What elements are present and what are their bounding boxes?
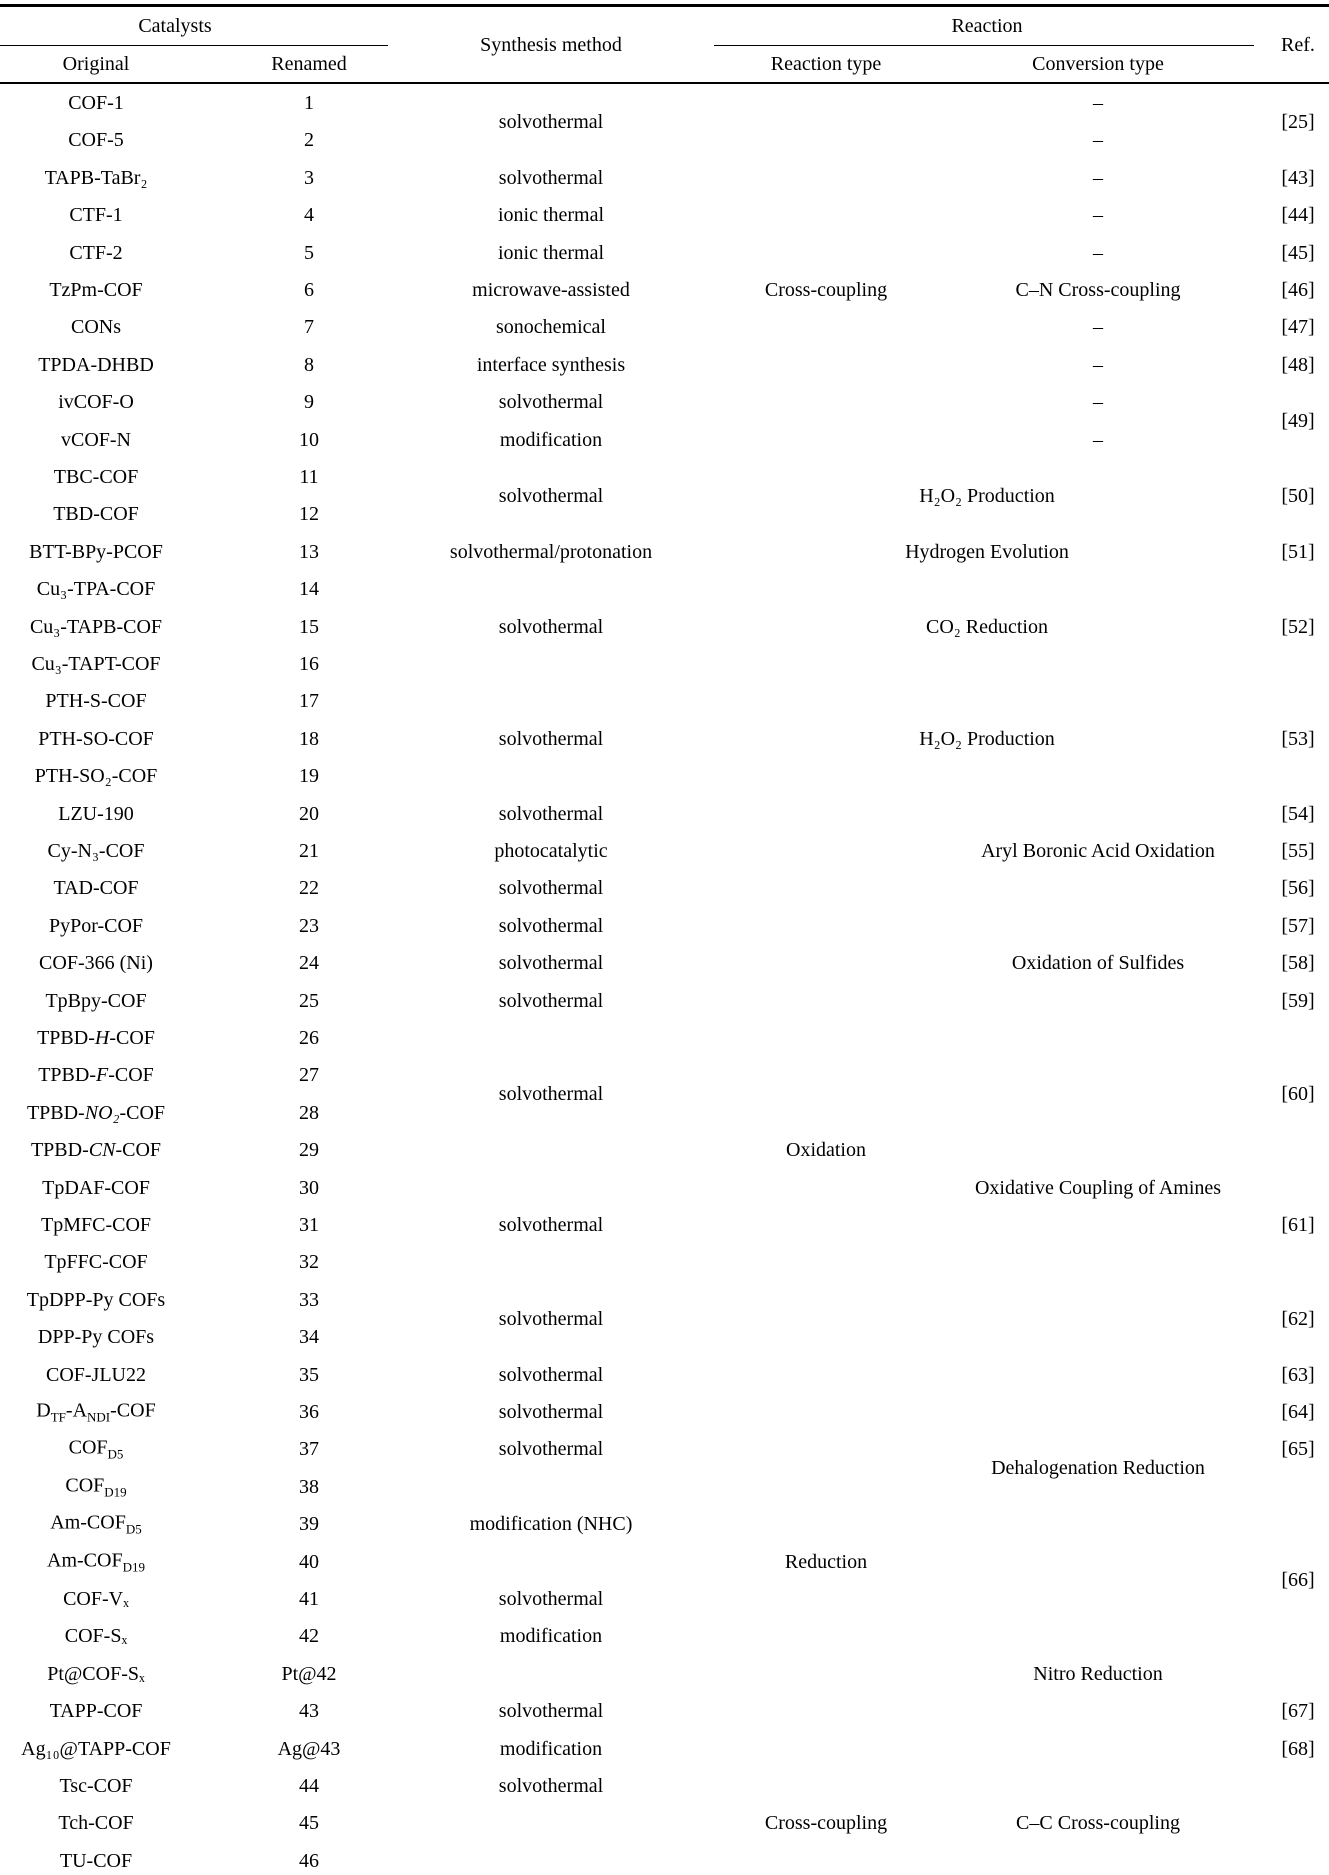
catalyst-renamed: 41 <box>299 1588 319 1610</box>
synthesis-method-cell: modification <box>499 428 603 451</box>
catalyst-renamed: 42 <box>299 1625 319 1648</box>
catalyst-renamed: Pt@42 <box>281 1662 337 1685</box>
conversion-type-cell: Aryl Boronic Acid Oxidation <box>981 840 1215 862</box>
ref-cell: [66] <box>1281 1569 1315 1592</box>
catalyst-original: vCOF-N <box>60 428 132 451</box>
top-rule <box>0 4 1329 7</box>
catalyst-original: TBD-COF <box>53 503 139 526</box>
catalyst-renamed: 40 <box>299 1550 319 1573</box>
catalyst-renamed: 32 <box>299 1251 319 1274</box>
ref-cell: [45] <box>1281 241 1315 264</box>
catalyst-original: TU-COF <box>59 1849 133 1872</box>
catalyst-original: Ag₁₀@TAPP-COF <box>21 1737 171 1760</box>
catalyst-renamed: 3 <box>304 166 314 189</box>
ref-cell: [57] <box>1281 914 1315 937</box>
header-synthesis-method: Synthesis method <box>480 34 622 56</box>
synthesis-method-cell: modification (NHC) <box>469 1513 633 1536</box>
synthesis-method-cell: sonochemical <box>496 316 606 339</box>
catalyst-original: COF-JLU22 <box>45 1363 147 1386</box>
catalyst-renamed: 17 <box>299 690 319 713</box>
catalyst-original: TpMFC-COF <box>40 1214 152 1236</box>
conversion-type-cell: – <box>1093 316 1103 339</box>
catalyst-original: PyPor-COF <box>48 914 144 937</box>
catalyst-renamed: 37 <box>299 1438 319 1461</box>
conversion-type-cell: Oxidation of Sulfides <box>1011 952 1185 975</box>
header-original: Original <box>62 53 130 75</box>
synthesis-method-cell: solvothermal <box>498 1214 604 1236</box>
catalyst-original: PTH-SO₂-COF <box>34 765 158 788</box>
ref-cell: [44] <box>1281 204 1315 227</box>
catalyst-original: TzPm-COF <box>49 279 143 301</box>
conversion-type-cell: Dehalogenation Reduction <box>991 1457 1205 1480</box>
catalyst-original: TPBD-NO₂-COF <box>26 1101 166 1124</box>
catalyst-renamed: 8 <box>304 353 314 376</box>
catalyst-renamed: 5 <box>304 241 314 264</box>
synthesis-method-cell: solvothermal <box>498 1588 604 1610</box>
conversion-type-cell: – <box>1093 166 1103 189</box>
reaction-cell: H₂O₂ Production <box>919 484 1055 507</box>
ref-cell: [47] <box>1281 316 1315 339</box>
catalyst-renamed: 14 <box>299 578 319 601</box>
catalyst-renamed: 33 <box>299 1288 319 1311</box>
synthesis-method-cell: microwave-assisted <box>472 279 630 301</box>
catalyst-original: ivCOF-O <box>58 391 134 414</box>
synthesis-method-cell: ionic thermal <box>497 204 605 227</box>
synthesis-method-cell: solvothermal <box>498 1083 604 1106</box>
catalyst-renamed: 43 <box>299 1700 319 1723</box>
catalyst-renamed: 6 <box>304 279 314 301</box>
conversion-type-cell: C–C Cross-coupling <box>1016 1812 1180 1835</box>
header-reaction-type: Reaction type <box>770 53 882 75</box>
catalyst-renamed: 20 <box>299 802 319 825</box>
synthesis-method-cell: solvothermal <box>498 914 604 937</box>
synthesis-method-cell: solvothermal <box>498 110 604 133</box>
catalyst-original: TBC-COF <box>53 466 139 488</box>
ref-cell: [60] <box>1281 1083 1315 1106</box>
catalyst-renamed: 18 <box>299 727 319 750</box>
conversion-type-cell: – <box>1093 353 1103 376</box>
reaction-type-cell: Cross-coupling <box>764 279 888 301</box>
catalyst-renamed: 23 <box>299 914 319 937</box>
catalyst-original: COF-Vₓ <box>63 1588 129 1610</box>
catalyst-renamed: 26 <box>299 1027 319 1049</box>
catalyst-original: TPBD-F-COF <box>38 1064 154 1087</box>
catalyst-original: TpBpy-COF <box>45 989 147 1012</box>
ref-cell: [62] <box>1281 1307 1315 1330</box>
catalyst-renamed: 10 <box>299 428 319 451</box>
conversion-type-cell: C–N Cross-coupling <box>1015 279 1181 301</box>
conversion-type-cell: – <box>1093 92 1103 114</box>
catalyst-renamed: 39 <box>299 1513 319 1536</box>
catalyst-renamed: 7 <box>304 316 314 339</box>
ref-cell: [50] <box>1281 484 1315 507</box>
catalyst-renamed: 36 <box>299 1401 319 1423</box>
catalyst-renamed: 46 <box>299 1849 319 1872</box>
header-bottom-rule <box>0 82 1329 84</box>
catalyst-original: TAPP-COF <box>49 1700 143 1723</box>
catalyst-original: PTH-SO-COF <box>38 727 154 750</box>
catalyst-renamed: 11 <box>299 466 319 488</box>
catalyst-original: Cu₃-TAPB-COF <box>29 615 163 638</box>
catalyst-original: CTF-2 <box>69 241 123 264</box>
reaction-type-cell: Oxidation <box>786 1139 866 1162</box>
reaction-type-cell: Reduction <box>784 1550 868 1573</box>
catalyst-renamed: 29 <box>299 1139 319 1162</box>
catalyst-renamed: 12 <box>299 503 319 526</box>
synthesis-method-cell: solvothermal <box>498 166 604 189</box>
catalyst-original: CTF-1 <box>69 204 123 227</box>
synthesis-method-cell: solvothermal <box>498 615 604 638</box>
catalyst-original: TPBD-CN-COF <box>30 1139 162 1162</box>
synthesis-method-cell: modification <box>499 1737 603 1760</box>
catalyst-original: DPP-Py COFs <box>37 1326 155 1349</box>
catalyst-renamed: 16 <box>299 653 319 675</box>
catalyst-original: COF-1 <box>68 92 124 114</box>
catalyst-renamed: 9 <box>304 391 314 414</box>
catalyst-original: TpFFC-COF <box>44 1251 148 1274</box>
ref-cell: [67] <box>1281 1700 1315 1723</box>
reaction-cell: H₂O₂ Production <box>919 727 1055 750</box>
catalyst-original: CONs <box>70 316 122 339</box>
ref-cell: [48] <box>1281 353 1315 376</box>
synthesis-method-cell: solvothermal <box>498 1700 604 1723</box>
catalyst-renamed: 44 <box>299 1775 319 1797</box>
catalyst-renamed: 25 <box>299 989 319 1012</box>
catalyst-renamed: 13 <box>299 540 319 563</box>
synthesis-method-cell: solvothermal <box>498 952 604 975</box>
ref-cell: [58] <box>1281 952 1315 975</box>
ref-cell: [52] <box>1281 615 1315 638</box>
conversion-type-cell: – <box>1093 241 1103 264</box>
ref-cell: [65] <box>1281 1438 1315 1461</box>
synthesis-method-cell: solvothermal <box>498 877 604 900</box>
catalyst-renamed: 28 <box>299 1101 319 1124</box>
ref-cell: [59] <box>1281 989 1315 1012</box>
catalyst-original: Tsc-COF <box>59 1775 133 1797</box>
synthesis-method-cell: solvothermal <box>498 391 604 414</box>
header-reaction: Reaction <box>951 15 1023 37</box>
synthesis-method-cell: solvothermal <box>498 802 604 825</box>
catalyst-renamed: 1 <box>304 92 314 114</box>
catalyst-renamed: 35 <box>299 1363 319 1386</box>
catalyst-original: TPBD-H-COF <box>37 1027 155 1049</box>
catalyst-renamed: 27 <box>299 1064 319 1087</box>
catalyst-renamed: 4 <box>304 204 314 227</box>
header-catalysts: Catalysts <box>138 15 212 37</box>
conversion-type-cell: Nitro Reduction <box>1033 1662 1163 1685</box>
ref-cell: [51] <box>1281 540 1315 563</box>
catalyst-renamed: Ag@43 <box>277 1737 341 1760</box>
ref-cell: [49] <box>1281 409 1315 432</box>
catalyst-original: PTH-S-COF <box>45 690 147 713</box>
catalyst-original: Cy-N₃-COF <box>47 840 145 862</box>
catalyst-original: BTT-BPy-PCOF <box>29 540 163 563</box>
catalyst-original: TAD-COF <box>53 877 139 900</box>
conversion-type-cell: – <box>1093 129 1103 152</box>
catalyst-original: Tch-COF <box>58 1812 134 1835</box>
catalyst-renamed: 34 <box>299 1326 319 1349</box>
catalyst-renamed: 2 <box>304 129 314 152</box>
ref-cell: [46] <box>1281 279 1315 301</box>
ref-cell: [63] <box>1281 1363 1315 1386</box>
synthesis-method-cell: solvothermal <box>498 1775 604 1797</box>
catalyst-original: Pt@COF-Sₓ <box>47 1662 145 1685</box>
synthesis-method-cell: solvothermal <box>498 1438 604 1461</box>
synthesis-method-cell: solvothermal <box>498 1401 604 1423</box>
synthesis-method-cell: solvothermal <box>498 1363 604 1386</box>
catalysts-rule <box>0 45 388 46</box>
catalyst-original: Cu₃-TAPT-COF <box>31 653 161 675</box>
catalyst-original: $D_{TF}-A_{NDI}$-COF <box>36 1399 156 1425</box>
synthesis-method-cell: photocatalytic <box>494 840 608 862</box>
catalyst-renamed: 24 <box>299 952 319 975</box>
conversion-type-cell: – <box>1093 391 1103 414</box>
conversion-type-cell: Oxidative Coupling of Amines <box>974 1176 1222 1199</box>
header-ref: Ref. <box>1281 34 1315 56</box>
ref-cell: [64] <box>1281 1401 1315 1423</box>
ref-cell: [43] <box>1281 166 1315 189</box>
reaction-cell: Hydrogen Evolution <box>905 540 1069 563</box>
catalyst-original: $Am-COF_{D5}$ <box>50 1511 142 1537</box>
ref-cell: [54] <box>1281 802 1315 825</box>
synthesis-method-cell: solvothermal <box>498 989 604 1012</box>
synthesis-method-cell: ionic thermal <box>497 241 605 264</box>
reaction-rule <box>714 45 1254 46</box>
reaction-cell: CO₂ Reduction <box>926 615 1048 638</box>
ref-cell: [61] <box>1281 1214 1315 1236</box>
catalyst-renamed: 15 <box>299 615 319 638</box>
ref-cell: [55] <box>1281 840 1315 862</box>
catalyst-renamed: 38 <box>299 1475 319 1498</box>
catalyst-original: TPDA-DHBD <box>38 353 154 376</box>
catalyst-renamed: 19 <box>299 765 319 788</box>
catalyst-original: COF-5 <box>68 129 124 152</box>
catalyst-original: COF-366 (Ni) <box>39 952 153 975</box>
catalyst-original: LZU-190 <box>58 802 134 825</box>
synthesis-method-cell: modification <box>499 1625 603 1648</box>
synthesis-method-cell: solvothermal/protonation <box>449 540 653 563</box>
catalyst-original: $COF_{D19}$ <box>65 1474 127 1500</box>
catalyst-renamed: 22 <box>299 877 319 900</box>
reaction-type-cell: Cross-coupling <box>764 1812 888 1835</box>
catalyst-original: TpDAF-COF <box>42 1176 150 1199</box>
catalyst-original: Cu₃-TPA-COF <box>36 578 156 601</box>
synthesis-method-cell: solvothermal <box>498 727 604 750</box>
catalyst-original: $Am-COF_{D19}$ <box>47 1549 145 1575</box>
header-renamed: Renamed <box>271 53 347 75</box>
catalyst-original: TAPB-TaBr₂ <box>44 166 148 189</box>
synthesis-method-cell: solvothermal <box>498 484 604 507</box>
catalyst-original: COF-Sₓ <box>64 1625 128 1648</box>
conversion-type-cell: – <box>1093 204 1103 227</box>
conversion-type-cell: – <box>1093 428 1103 451</box>
synthesis-method-cell: solvothermal <box>498 1307 604 1330</box>
ref-cell: [25] <box>1281 110 1315 133</box>
ref-cell: [68] <box>1281 1737 1315 1760</box>
catalyst-renamed: 21 <box>299 840 319 862</box>
ref-cell: [53] <box>1281 727 1315 750</box>
header-conversion-type: Conversion type <box>1032 53 1164 75</box>
synthesis-method-cell: interface synthesis <box>476 353 626 376</box>
catalyst-renamed: 45 <box>299 1812 319 1835</box>
catalyst-renamed: 30 <box>299 1176 319 1199</box>
catalyst-original: $COF_{D5}$ <box>68 1436 124 1462</box>
catalyst-renamed: 31 <box>299 1214 319 1236</box>
ref-cell: [56] <box>1281 877 1315 900</box>
catalyst-original: TpDPP-Py COFs <box>26 1288 166 1311</box>
